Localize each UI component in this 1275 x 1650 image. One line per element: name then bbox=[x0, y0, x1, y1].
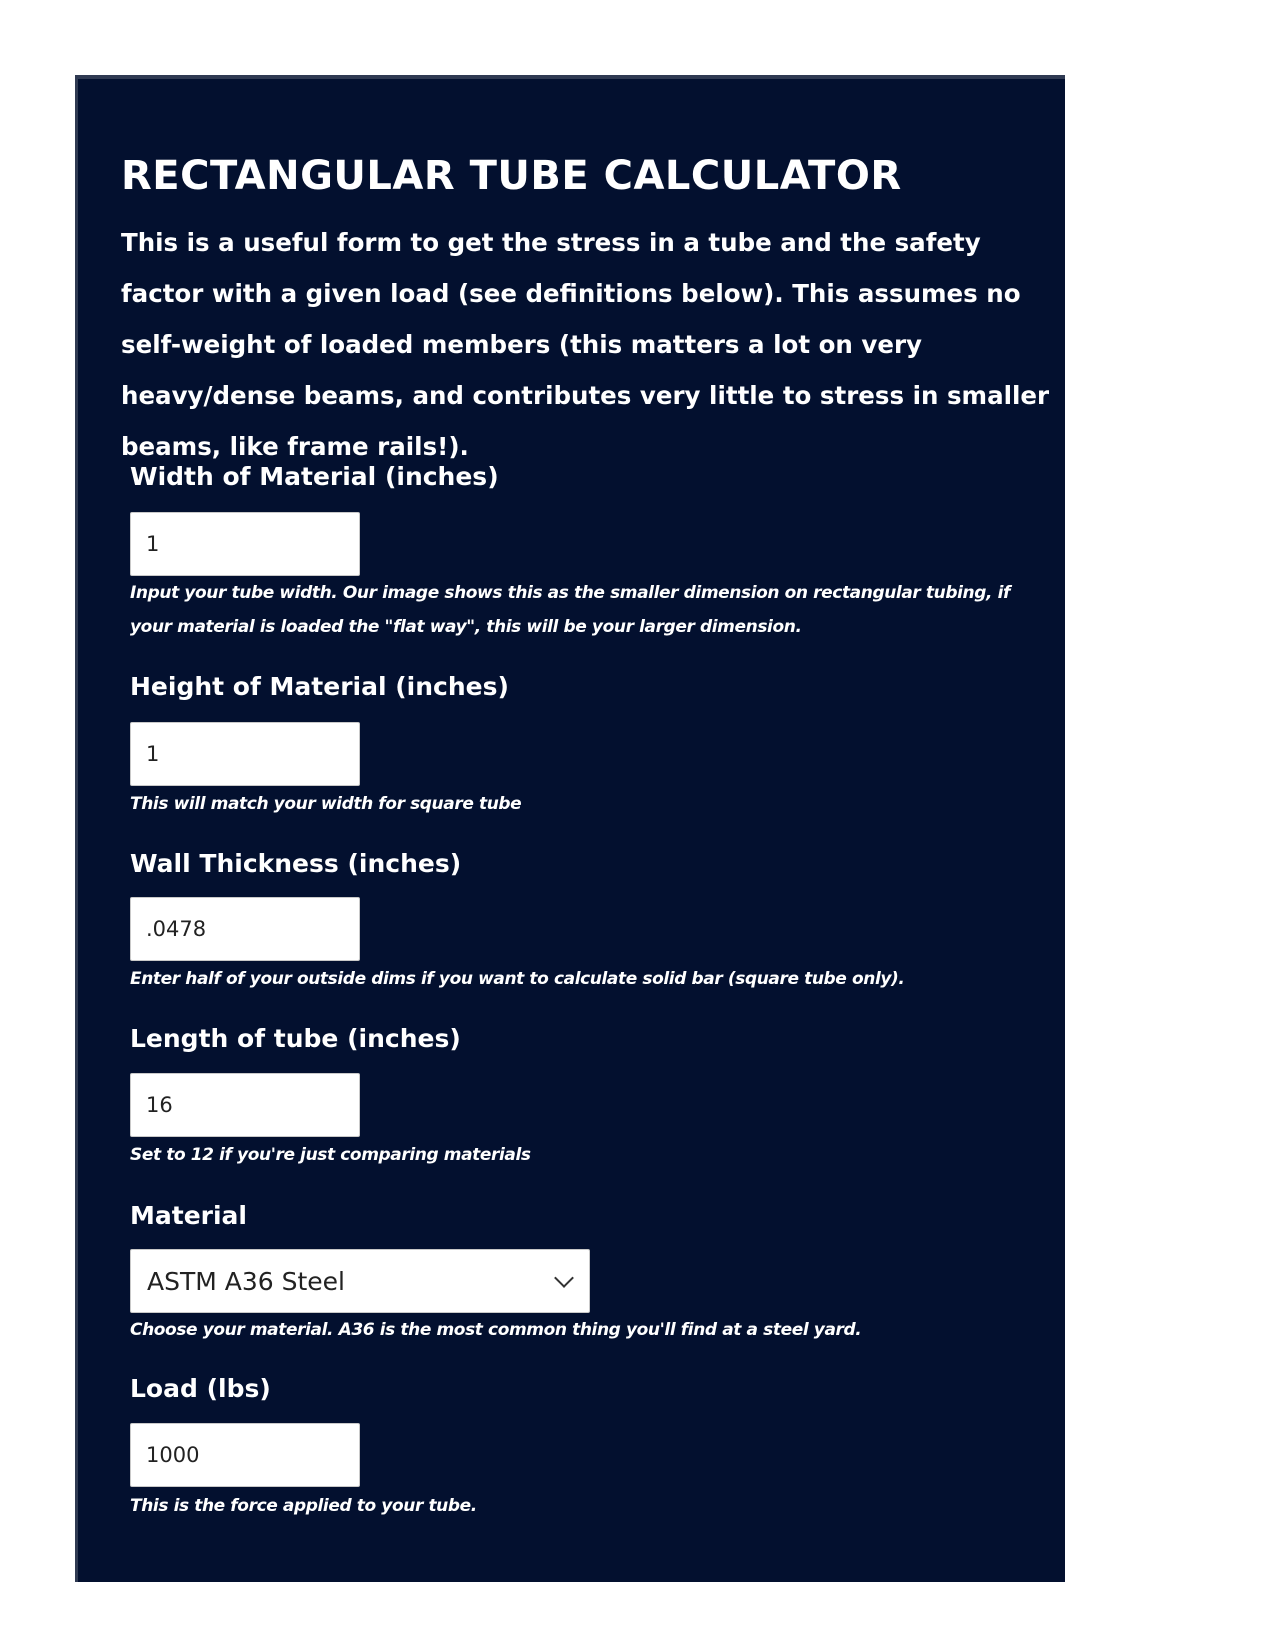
calculator-panel bbox=[75, 75, 1065, 1582]
page-title: RECTANGULAR TUBE CALCULATOR bbox=[121, 153, 902, 199]
width-help: Input your tube width. Our image shows this as the smaller dimension on rectangular tubing, if your material is loaded the "flat way", this will be your larger dimension. bbox=[130, 583, 1011, 637]
material-help: Choose your material. A36 is the most common thing you'll find at a steel yard. bbox=[130, 1320, 862, 1340]
length-help: Set to 12 if you're just comparing materials bbox=[130, 1145, 531, 1165]
height-label: Height of Material (inches) bbox=[130, 672, 509, 701]
material-selected-value: ASTM A36 Steel bbox=[147, 1267, 345, 1296]
load-input[interactable] bbox=[130, 1423, 360, 1487]
width-input[interactable] bbox=[130, 512, 360, 576]
intro-text: This is a useful form to get the stress in a tube and the safety factor with a given load (see definitions below). This assumes no self-weight of loaded members (this matters a lot on very heavy/dense beams, and contributes very little to stress in smaller beams, like frame rails!). bbox=[121, 228, 1050, 461]
wall-thickness-input[interactable] bbox=[130, 897, 360, 961]
width-label: Width of Material (inches) bbox=[130, 462, 499, 491]
load-help: This is the force applied to your tube. bbox=[130, 1496, 477, 1516]
length-input[interactable] bbox=[130, 1073, 360, 1137]
chevron-down-icon bbox=[554, 1268, 574, 1288]
height-input[interactable] bbox=[130, 722, 360, 786]
material-label: Material bbox=[130, 1201, 247, 1230]
material-select[interactable] bbox=[130, 1249, 590, 1313]
wall-thickness-help: Enter half of your outside dims if you want to calculate solid bar (square tube only). bbox=[130, 969, 905, 989]
length-label: Length of tube (inches) bbox=[130, 1024, 461, 1053]
load-label: Load (lbs) bbox=[130, 1374, 271, 1403]
height-help: This will match your width for square tube bbox=[130, 794, 522, 814]
wall-thickness-label: Wall Thickness (inches) bbox=[130, 849, 462, 878]
